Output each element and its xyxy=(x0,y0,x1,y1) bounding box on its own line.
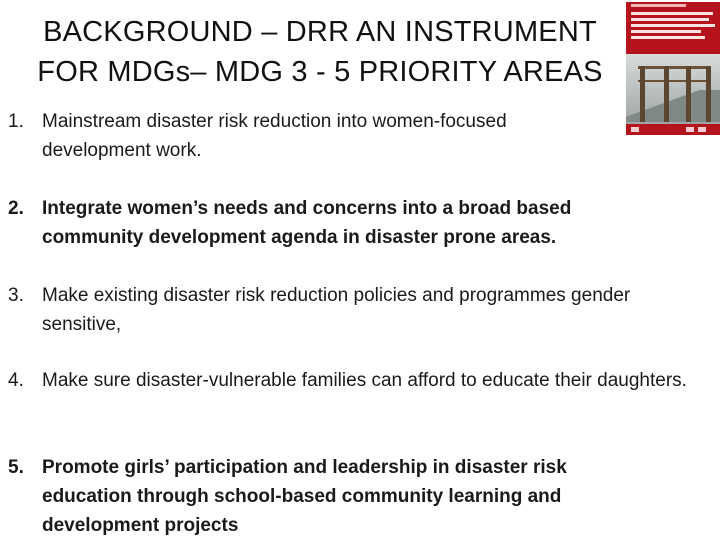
list-item-number: 5. xyxy=(8,457,24,478)
list-item xyxy=(8,453,698,540)
title-line-2: FOR MDGs– MDG 3 - 5 PRIORITY AREAS xyxy=(37,56,603,88)
list-item-text: Mainstream disaster risk reduction into women-focused development work. xyxy=(42,111,507,161)
list-item-number: 4. xyxy=(8,370,24,391)
list-item xyxy=(8,281,698,339)
list-item-text: Make existing disaster risk reduction policies and programmes gender sensitive, xyxy=(42,285,631,335)
list-item xyxy=(8,194,698,252)
list-item-number: 2. xyxy=(8,198,24,219)
list-item-text: Integrate women’s needs and concerns into a broad based community development agenda in disaster prone areas. xyxy=(42,198,572,248)
slide-title xyxy=(20,12,620,92)
cover-header-band xyxy=(626,2,720,54)
list-item-number: 1. xyxy=(8,111,24,132)
list-item-number: 3. xyxy=(8,285,24,306)
list-item xyxy=(8,107,698,165)
title-line-1: BACKGROUND – DRR AN INSTRUMENT xyxy=(43,16,597,48)
list-item-text: Promote girls’ participation and leadership in disaster risk education through school-based community learning and development projects xyxy=(42,457,567,536)
list-item-text: Make sure disaster-vulnerable families can afford to educate their daughters. xyxy=(42,370,687,391)
list-item xyxy=(8,366,698,395)
